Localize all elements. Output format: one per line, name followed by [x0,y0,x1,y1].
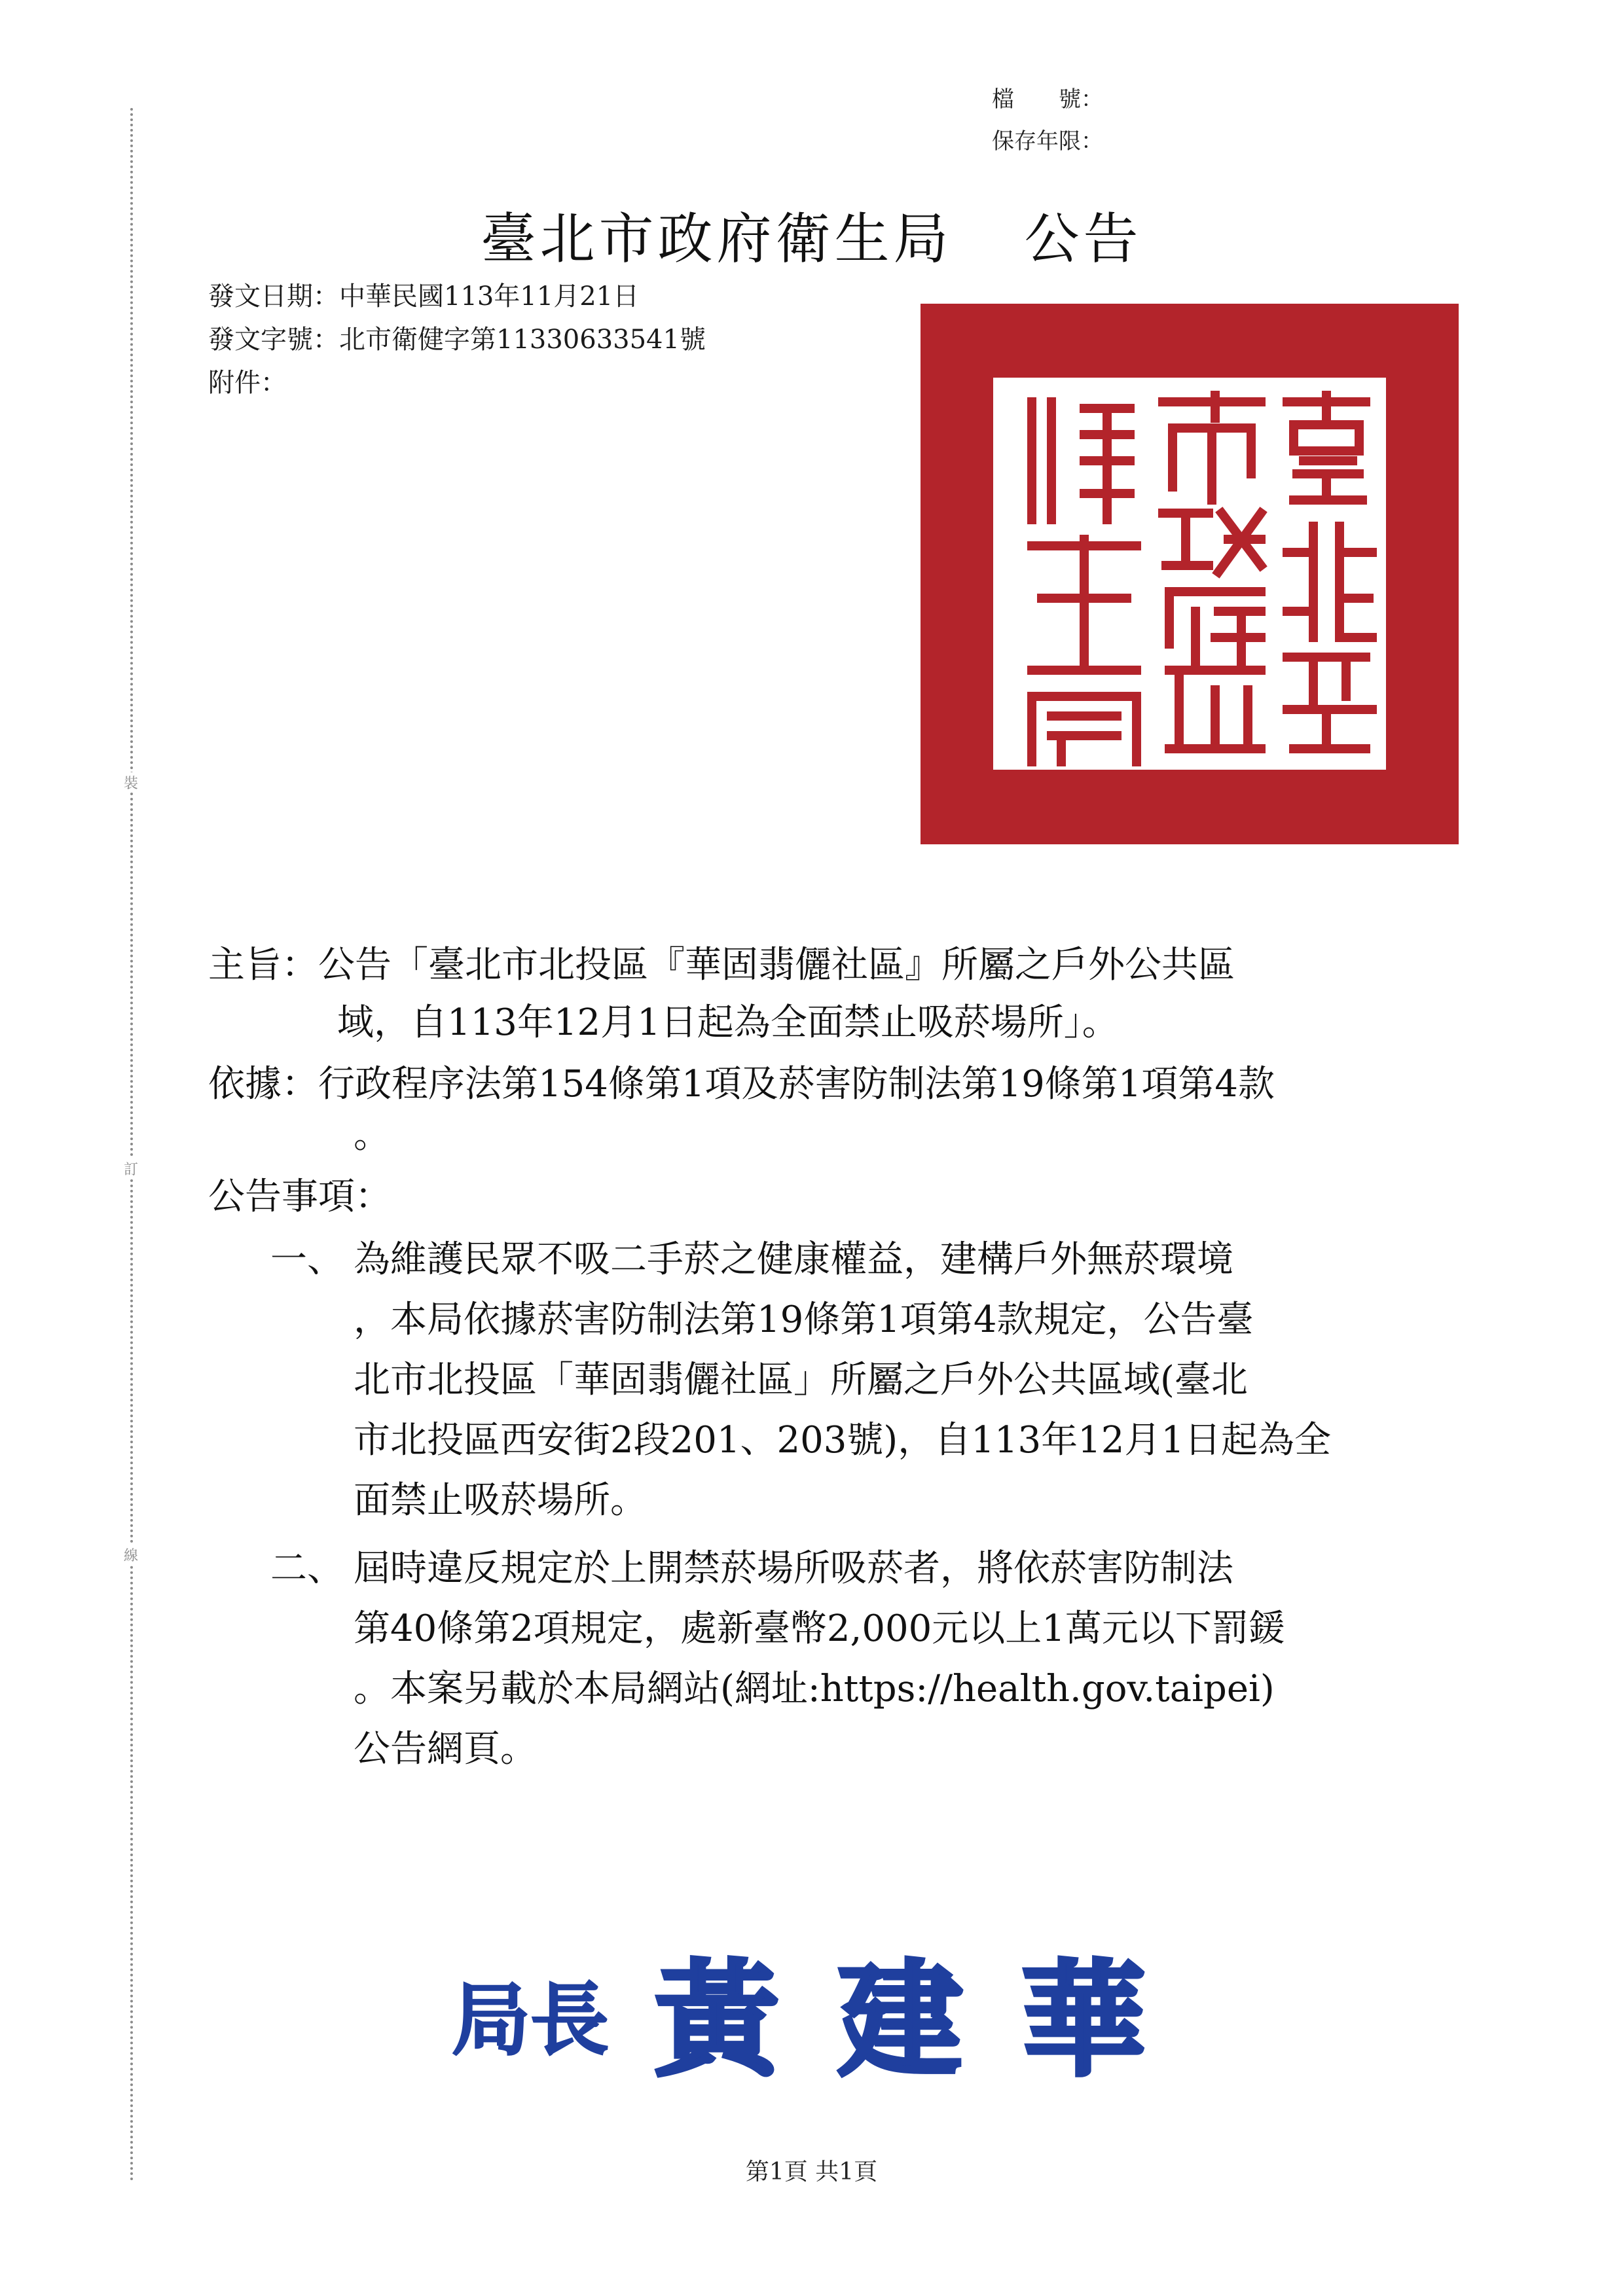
issue-date-row [208,275,706,318]
official-seal [921,304,1459,844]
notice-item-1-number: 一、 [270,1238,344,1281]
notice-item-2-line-1: 屆時違反規定於上開禁菸場所吸菸者，將依菸害防制法 [354,1547,1233,1590]
attachment-row [208,361,706,404]
file-info [992,79,1103,162]
notice-item-1-line-3: 北市北投區「華固翡儷社區」所屬之戶外公共區域(臺北 [354,1359,1248,1401]
reference-number-value: 北市衛健字第11330633541號 [339,325,706,355]
notice-item-2-number: 二、 [270,1547,344,1590]
basis-label: 依據： [208,1063,318,1105]
subject-label: 主旨： [208,944,318,986]
basis-text-1: 行政程序法第154條第1項及菸害防制法第19條第1項第4款 [318,1063,1275,1105]
director-title: 局長 [452,1974,609,2066]
notice-item-2-line-4: 公告網頁。 [354,1728,537,1770]
attachment-label: 附件： [208,368,287,398]
notice-item-1-line-5: 面禁止吸菸場所。 [354,1479,647,1522]
reference-number-row [208,318,706,361]
retention-period-label: 保存年限： [992,128,1103,154]
notice-item-1-line-2: ，本局依據菸害防制法第19條第1項第4款規定，公告臺 [354,1299,1254,1341]
binding-mark-xian: 線 [118,1545,144,1565]
binding-line [130,108,133,2183]
notice-item-1-line-4: 市北投區西安街2段201、203號)，自113年12月1日起為全 [354,1419,1332,1462]
reference-number-label: 發文字號： [208,325,339,355]
basis-text-2: 。 [354,1114,390,1157]
binding-mark-zhuang: 裝 [118,772,144,793]
director-name: 黃建華 [655,1947,1205,2093]
file-number-label: 檔 號： [992,86,1103,113]
notice-heading: 公告事項： [208,1175,392,1218]
binding-mark-ding: 訂 [118,1158,144,1179]
page-number: 第1頁 共1頁 [745,2159,878,2185]
subject-line-1 [208,936,1235,988]
notice-item-1-line-1: 為維護民眾不吸二手菸之健康權益，建構戶外無菸環境 [354,1238,1233,1281]
basis-line-1 [208,1055,1275,1107]
notice-item-2-line-3: 。本案另載於本局網站(網址:https://health.gov.taipei) [354,1668,1275,1710]
agency-name: 臺北市政府衛生局 [481,207,953,271]
document-type: 公告 [1024,207,1142,271]
notice-item-2-line-2: 第40條第2項規定，處新臺幣2,000元以上1萬元以下罰鍰 [354,1607,1285,1650]
document-title [0,195,1623,274]
director-signature [0,1943,1623,2100]
notice-body [208,936,1472,1852]
subject-text-2: 域，自113年12月1日起為全面禁止吸菸場所」。 [337,1001,1119,1044]
issue-date-label: 發文日期： [208,281,339,312]
issue-date-value: 中華民國113年11月21日 [339,281,640,312]
subject-text-1: 公告「臺北市北投區『華固翡儷社區』所屬之戶外公共區 [318,944,1235,986]
issue-meta [208,275,706,404]
